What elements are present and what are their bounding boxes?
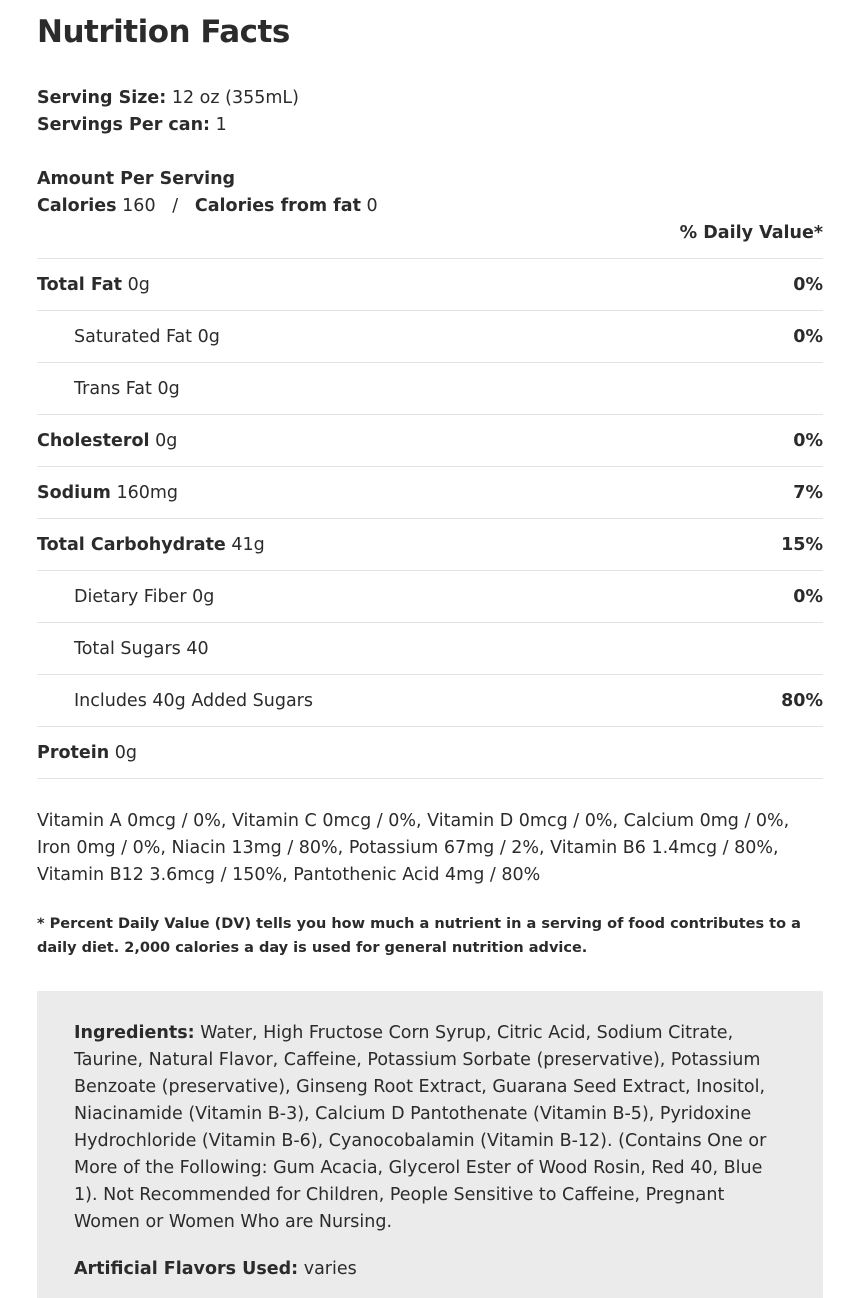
nutrient-row-total-fat: Total Fat 0g 0% [37, 259, 823, 311]
dv-value: 0% [793, 586, 823, 607]
fat-calories-value: 0 [366, 196, 378, 216]
fat-calories-label: Calories from fat [194, 196, 361, 216]
artificial-flavors [74, 1256, 786, 1283]
serving-size-label: Serving Size: [37, 88, 167, 108]
dv-value: 7% [793, 482, 823, 503]
nutrient-row-dietary-fiber: Dietary Fiber 0g 0% [37, 571, 823, 623]
nutrient-row-saturated-fat: Saturated Fat 0g 0% [37, 311, 823, 363]
ingredients-label: Ingredients: [74, 1023, 195, 1043]
serving-size [37, 85, 299, 112]
nutrient-row-sodium: Sodium 160mg 7% [37, 467, 823, 519]
daily-value-footnote: * Percent Daily Value (DV) tells you how much a nutrient in a serving of food contributes to a daily diet. 2,000 calories a day is used for general nutrition advice. [37, 916, 801, 956]
page-title: Nutrition Facts [37, 14, 290, 50]
servings-per-can-label: Servings Per can: [37, 115, 211, 135]
dv-value: 15% [781, 534, 823, 555]
dv-value: 80% [781, 690, 823, 711]
daily-value-header: % Daily Value* [679, 223, 823, 243]
nutrient-table [37, 258, 823, 779]
artificial-flavors-value: varies [303, 1259, 357, 1279]
calories-label: Calories [37, 196, 117, 216]
ingredients-list: Water, High Fructose Corn Syrup, Citric Acid, Sodium Citrate, Taurine, Natural Flavor, Caffeine, Potassium Sorbate (preservative), Potassium Benzoate (preservative), Ginseng Root Extract, Guarana Seed Extract, Inositol, Niacinamide (Vitamin B-3), Calcium D Pantothenate (Vitamin B-5), Pyridoxine Hydrochloride (Vitamin B-6), Cyanocobalamin (Vitamin B-12). (Contains One or More of the Following: Gum Acacia, Glycerol Ester of Wood Rosin, Red 40, Blue 1). Not Recommended for Children, People Sensitive to Caffeine, Pregnant Women or Women Who are Nursing. [74, 1023, 767, 1232]
calories-separator: / [172, 196, 179, 216]
artificial-flavors-label: Artificial Flavors Used: [74, 1259, 299, 1279]
nutrient-row-protein: Protein 0g [37, 727, 823, 779]
ingredients-text [74, 1020, 786, 1236]
nutrient-row-added-sugars: Includes 40g Added Sugars 80% [37, 675, 823, 727]
calories-line [37, 193, 378, 220]
nutrient-row-cholesterol: Cholesterol 0g 0% [37, 415, 823, 467]
nutrient-row-trans-fat: Trans Fat 0g [37, 363, 823, 415]
ingredients-box [37, 991, 823, 1298]
dv-value: 0% [793, 274, 823, 295]
vitamins-minerals: Vitamin A 0mcg / 0%, Vitamin C 0mcg / 0%, Vitamin D 0mcg / 0%, Calcium 0mg / 0%, Iron 0mg / 0%, Niacin 13mg / 80%, Potassium 67mg / 2%, Vitamin B6 1.4mcg / 80%, Vitamin B12 3.6mcg / 150%, Pantothenic Acid 4mg / 80% [37, 811, 790, 885]
amount-heading: Amount Per Serving [37, 169, 236, 189]
calories-value: 160 [122, 196, 156, 216]
serving-size-value: 12 oz (355mL) [171, 88, 299, 108]
dv-value: 0% [793, 326, 823, 347]
nutrient-row-total-sugars: Total Sugars 40 [37, 623, 823, 675]
servings-per-can [37, 112, 227, 139]
servings-per-can-value: 1 [215, 115, 227, 135]
nutrient-row-total-carbohydrate: Total Carbohydrate 41g 15% [37, 519, 823, 571]
dv-value: 0% [793, 430, 823, 451]
